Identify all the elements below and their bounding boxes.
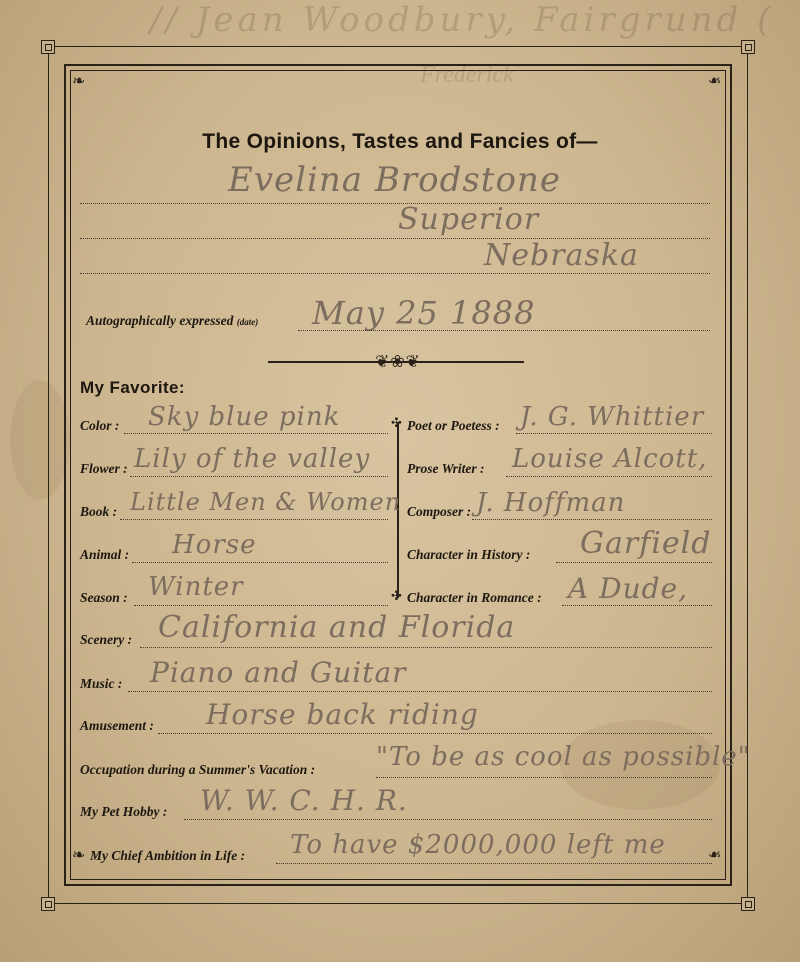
corner-ornament-top-left xyxy=(41,40,55,54)
owner-name: Evelina Brodstone xyxy=(228,160,561,200)
field-label-season: Season : xyxy=(80,590,128,605)
field-value-pet-hobby: W. W. C. H. R. xyxy=(200,784,408,817)
bleed-through-writing: // Jean Woodbury, Fairgrund ( xyxy=(150,0,775,40)
divider-ornament-icon: ❦❀❦ xyxy=(375,352,421,371)
field-value-amusement: Horse back riding xyxy=(206,698,479,731)
field-line xyxy=(124,433,388,434)
field-value-book: Little Men & Women xyxy=(130,488,402,516)
field-value-music: Piano and Guitar xyxy=(150,656,407,689)
page-title: The Opinions, Tastes and Fancies of— xyxy=(202,130,598,153)
name-line xyxy=(80,203,710,204)
field-line xyxy=(140,647,712,648)
column-divider-cap-top-icon: ✣ xyxy=(391,415,402,430)
field-line xyxy=(130,476,388,477)
autograph-label: Autographically expressed (date) xyxy=(86,313,259,328)
field-line xyxy=(120,519,388,520)
field-label-amusement: Amusement : xyxy=(80,718,154,733)
corner-ornament-bottom-right xyxy=(741,897,755,911)
field-label-occupation: Occupation during a Summer's Vacation : xyxy=(80,762,316,777)
date-label: (date) xyxy=(236,317,259,327)
field-value-scenery: California and Florida xyxy=(158,610,516,645)
field-line xyxy=(376,777,712,778)
flourish-top-right-icon: ❧ xyxy=(708,73,722,90)
field-value-color: Sky blue pink xyxy=(148,402,341,432)
date-line xyxy=(298,330,710,331)
autograph-date: May 25 1888 xyxy=(312,294,536,332)
field-line xyxy=(516,433,712,434)
column-divider-cap-bottom-icon: ✣ xyxy=(391,588,402,603)
field-value-chief-ambition: To have $2000,000 left me xyxy=(290,830,666,860)
field-value-season: Winter xyxy=(148,572,244,602)
field-label-pet-hobby: My Pet Hobby : xyxy=(80,804,168,819)
bleed-through-writing-faint: Frederick xyxy=(420,62,514,88)
field-label-prose-writer: Prose Writer : xyxy=(407,461,485,476)
field-value-character-history: Garfield xyxy=(580,526,712,561)
field-label-composer: Composer : xyxy=(407,504,472,519)
field-value-composer: J. Hoffman xyxy=(476,488,626,518)
field-value-poet: J. G. Whittier xyxy=(520,402,705,432)
corner-ornament-bottom-left xyxy=(41,897,55,911)
field-line xyxy=(276,863,712,864)
field-line xyxy=(506,476,712,477)
field-line xyxy=(134,605,388,606)
section-title: My Favorite: xyxy=(80,378,185,397)
field-label-character-romance: Character in Romance : xyxy=(407,590,542,605)
field-label-poet: Poet or Poetess : xyxy=(407,418,500,433)
field-value-flower: Lily of the valley xyxy=(134,444,371,474)
field-label-music: Music : xyxy=(80,676,123,691)
field-label-animal: Animal : xyxy=(80,547,130,562)
field-label-book: Book : xyxy=(80,504,118,519)
owner-town: Superior xyxy=(398,202,540,237)
flourish-bottom-right-icon: ❧ xyxy=(708,847,722,864)
field-label-flower: Flower : xyxy=(80,461,128,476)
field-line xyxy=(472,519,712,520)
field-line xyxy=(556,562,712,563)
field-line xyxy=(158,733,712,734)
state-line xyxy=(80,273,710,274)
field-line xyxy=(132,562,388,563)
field-label-color: Color : xyxy=(80,418,120,433)
field-value-character-romance: A Dude, xyxy=(568,572,688,605)
corner-ornament-top-right xyxy=(741,40,755,54)
field-line xyxy=(562,605,712,606)
field-value-prose-writer: Louise Alcott, xyxy=(512,444,708,474)
owner-state: Nebraska xyxy=(484,238,639,273)
field-value-animal: Horse xyxy=(172,530,257,560)
field-label-scenery: Scenery : xyxy=(80,632,133,647)
field-label-character-history: Character in History : xyxy=(407,547,531,562)
field-label-chief-ambition: My Chief Ambition in Life : xyxy=(90,848,246,863)
field-value-occupation: "To be as cool as possible" xyxy=(376,742,751,772)
field-line xyxy=(184,819,712,820)
flourish-bottom-left-icon: ❧ xyxy=(72,847,86,864)
flourish-top-left-icon: ❧ xyxy=(72,73,86,90)
field-line xyxy=(128,691,712,692)
